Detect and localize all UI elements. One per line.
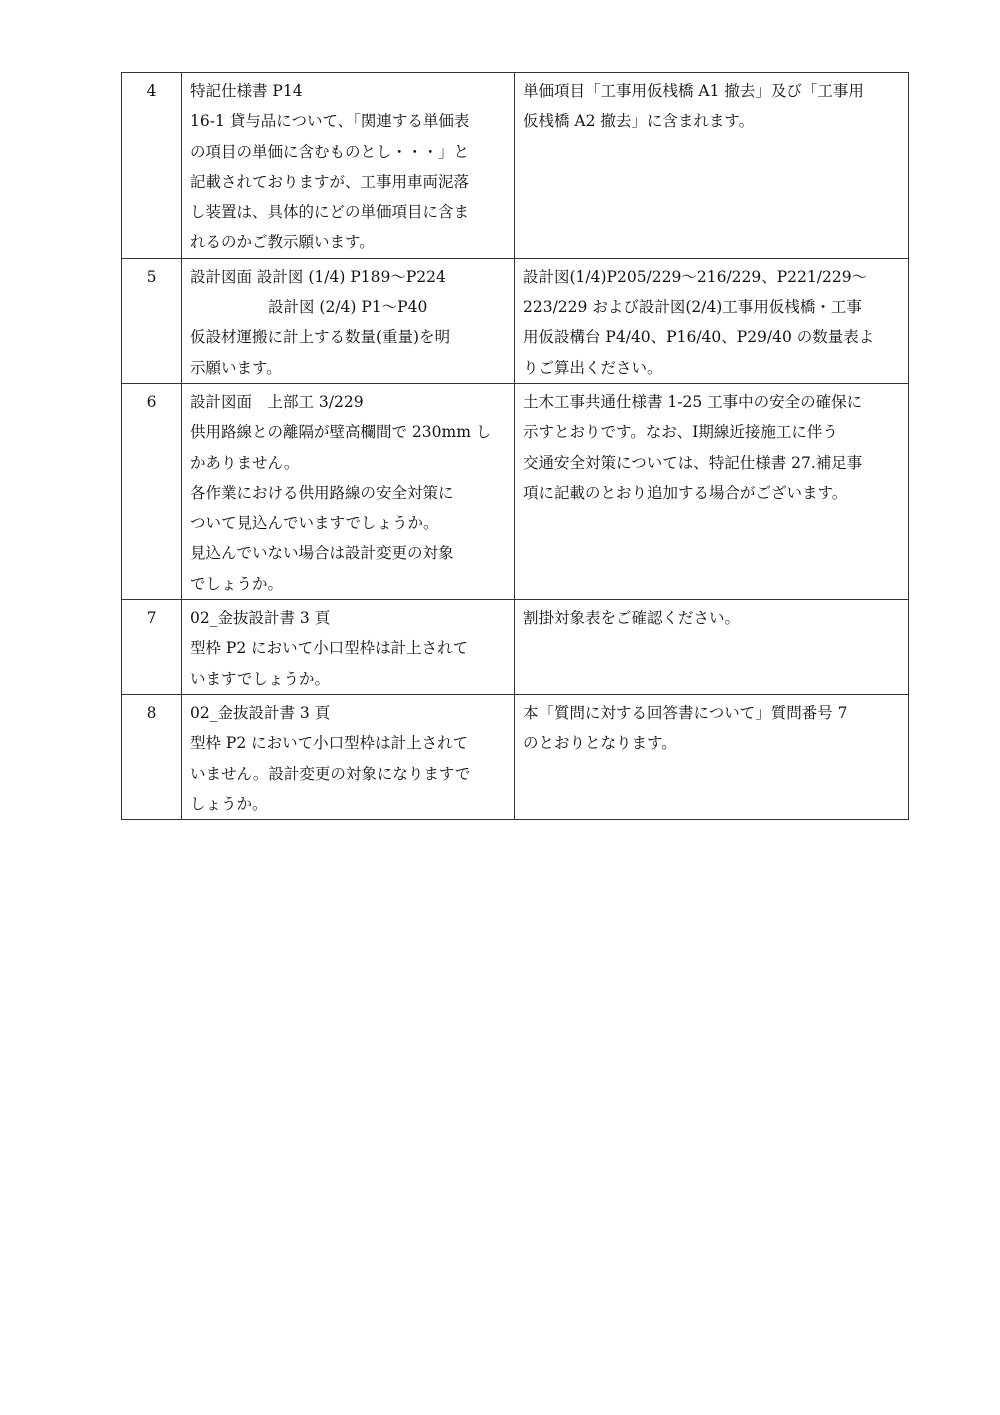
question-number: 8 [122, 694, 182, 819]
question-line: れるのかご教示願います。 [190, 233, 375, 252]
question-number: 6 [122, 383, 182, 599]
question-line: 見込んでいない場合は設計変更の対象 [190, 544, 454, 563]
answer-line: 土木工事共通仕様書 1-25 工事中の安全の確保に [523, 392, 863, 411]
question-line: しょうか。 [190, 794, 268, 813]
answer-cell [515, 383, 909, 599]
question-line: し装置は、具体的にどの単価項目に含ま [190, 203, 470, 222]
question-line: 特記仕様書 P14 [190, 82, 303, 100]
table-row [122, 694, 909, 819]
question-line: 記載されておりますが、工事用車両泥落 [190, 172, 470, 191]
answer-line: 単価項目「工事用仮桟橋 A1 撤去」及び「工事用 [523, 82, 864, 100]
question-cell [182, 694, 515, 819]
question-line: かありません。 [190, 453, 300, 472]
question-line: 02_金抜設計書 3 頁 [190, 703, 331, 722]
question-cell [182, 258, 515, 383]
question-line: 各作業における供用路線の安全対策に [190, 483, 454, 502]
question-line: いません。設計変更の対象になりますで [190, 764, 471, 783]
question-cell [182, 383, 515, 599]
question-line: 02_金抜設計書 3 頁 [190, 609, 331, 628]
question-line: 供用路線との離隔が壁高欄間で 230mm し [190, 423, 492, 442]
question-cell [182, 73, 515, 259]
qa-table [121, 72, 909, 820]
question-line: 示願います。 [190, 358, 282, 377]
answer-line: のとおりとなります。 [523, 734, 677, 753]
answer-cell [515, 694, 909, 819]
question-line: ついて見込んでいますでしょうか。 [190, 514, 439, 533]
answer-line: 交通安全対策については、特記仕様書 27.補足事 [523, 453, 863, 472]
table-row [122, 383, 909, 599]
answer-line: 用仮設構台 P4/40、P16/40、P29/40 の数量表よ [523, 328, 875, 347]
question-line: の項目の単価に含むものとし・・・」と [190, 142, 470, 161]
answer-line: 設計図(1/4)P205/229～216/229、P221/229～ [523, 267, 868, 286]
answer-line: 項に記載のとおり追加する場合がございます。 [523, 483, 848, 502]
table-row [122, 258, 909, 383]
question-line: 型枠 P2 において小口型枠は計上されて [190, 734, 469, 753]
table-row [122, 73, 909, 259]
answer-line: 本「質問に対する回答書について」質問番号 7 [523, 703, 848, 722]
answer-line: 223/229 および設計図(2/4)工事用仮桟橋・工事 [523, 298, 862, 317]
answer-line: 割掛対象表をご確認ください。 [523, 609, 741, 628]
answer-line: 示すとおりです。なお、Ⅰ期線近接施工に伴う [523, 423, 838, 442]
question-line: 設計図面 上部工 3/229 [190, 392, 364, 411]
answer-cell [515, 258, 909, 383]
answer-cell [515, 73, 909, 259]
answer-line: りご算出ください。 [523, 358, 663, 377]
question-line: 型枠 P2 において小口型枠は計上されて [190, 639, 469, 658]
question-number: 5 [122, 258, 182, 383]
question-line: いますでしょうか。 [190, 669, 330, 688]
question-line: 設計図面 設計図 (1/4) P189～P224 [190, 267, 446, 286]
question-cell [182, 600, 515, 695]
question-line: 仮設材運搬に計上する数量(重量)を明 [190, 328, 451, 347]
question-line: 設計図 (2/4) P1～P40 [268, 298, 428, 317]
answer-line: 仮桟橋 A2 撤去」に含まれます。 [523, 112, 755, 131]
question-line: 16-1 貸与品について、「関連する単価表 [190, 112, 470, 131]
question-line: でしょうか。 [190, 574, 284, 593]
question-number: 7 [122, 600, 182, 695]
table-row [122, 600, 909, 695]
answer-cell [515, 600, 909, 695]
question-number: 4 [122, 73, 182, 259]
